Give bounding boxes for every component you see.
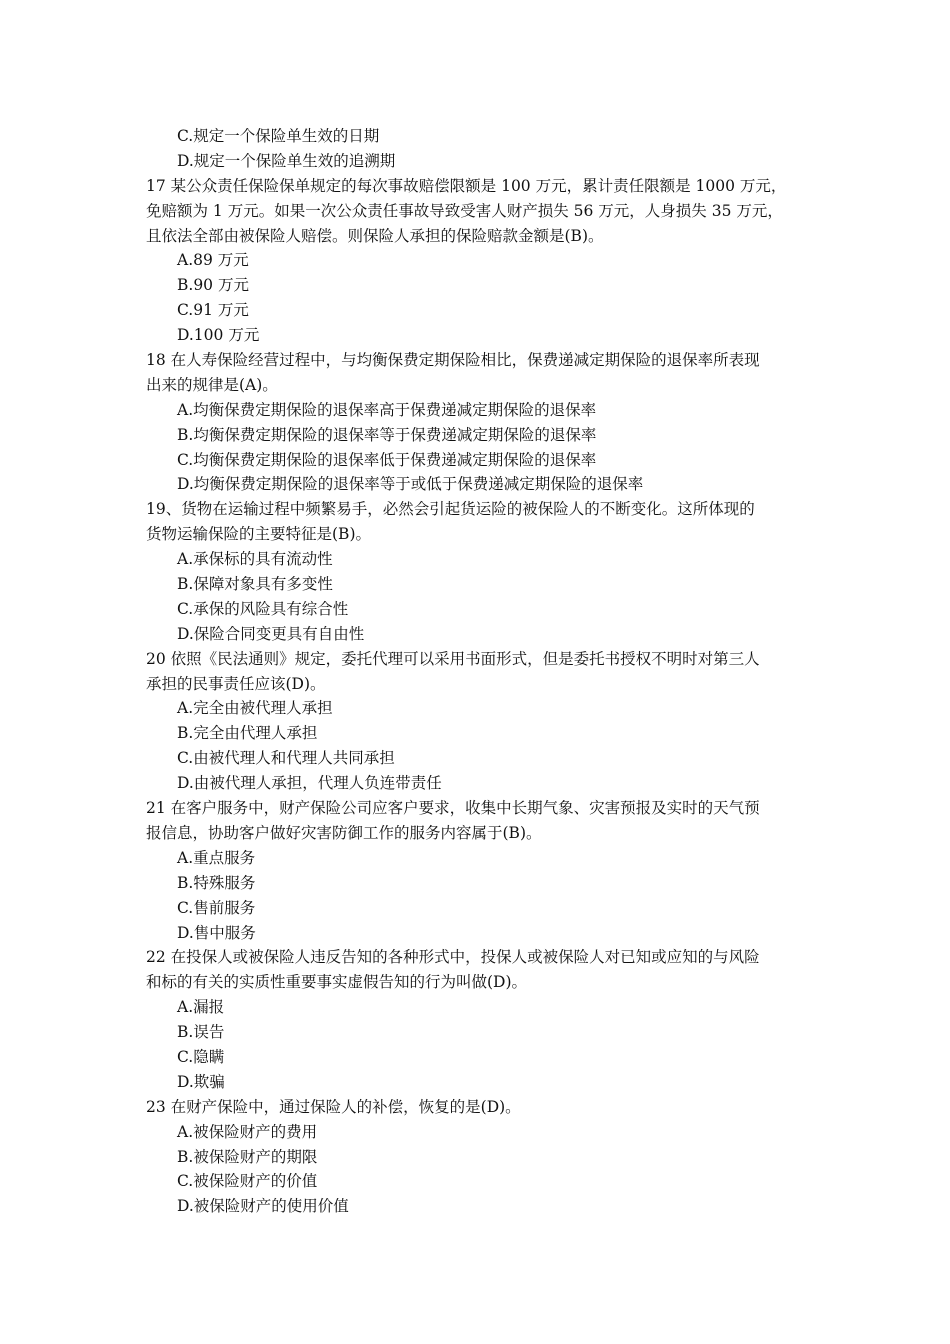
answer-option: A.89 万元 — [177, 251, 249, 270]
answer-option: B.90 万元 — [177, 276, 249, 295]
answer-option: B.完全由代理人承担 — [177, 724, 318, 743]
question-text-line: 承担的民事责任应该(D)。 — [146, 674, 326, 693]
answer-option: A.重点服务 — [177, 848, 256, 867]
answer-option: D.100 万元 — [177, 326, 260, 345]
question-text-line: 货物运输保险的主要特征是(B)。 — [146, 525, 371, 544]
answer-option: A.完全由被代理人承担 — [177, 699, 333, 718]
answer-option: C.均衡保费定期保险的退保率低于保费递减定期保险的退保率 — [177, 450, 597, 469]
answer-option: B.特殊服务 — [177, 873, 256, 892]
answer-option: C.被保险财产的价值 — [177, 1172, 318, 1191]
question-text-line: 17 某公众责任保险保单规定的每次事故赔偿限额是 100 万元，累计责任限额是 1000 万元， — [146, 176, 787, 195]
answer-option: B.保障对象具有多变性 — [177, 575, 333, 594]
answer-option: C.售前服务 — [177, 898, 256, 917]
question-text-line: 免赔额为 1 万元。如果一次公众责任事故导致受害人财产损失 56 万元，人身损失 35 万元， — [146, 201, 783, 220]
answer-option: A.漏报 — [177, 998, 225, 1017]
question-text-line: 23 在财产保险中，通过保险人的补偿，恢复的是(D)。 — [146, 1097, 521, 1116]
answer-option: D.保险合同变更具有自由性 — [177, 624, 365, 643]
answer-option: B.均衡保费定期保险的退保率等于保费递减定期保险的退保率 — [177, 425, 597, 444]
question-text-line: 18 在人寿保险经营过程中，与均衡保费定期保险相比，保费递减定期保险的退保率所表现 — [146, 351, 760, 370]
answer-option: A.被保险财产的费用 — [177, 1122, 318, 1141]
question-text-line: 19、货物在运输过程中频繁易手，必然会引起货运险的被保险人的不断变化。这所体现的 — [146, 500, 755, 519]
question-text-line: 且依法全部由被保险人赔偿。则保险人承担的保险赔款金额是(B)。 — [146, 226, 604, 245]
question-text-line: 21 在客户服务中，财产保险公司应客户要求，收集中长期气象、灾害预报及实时的天气预 — [146, 799, 760, 818]
question-list — [146, 124, 826, 1219]
question-text-line: 报信息，协助客户做好灾害防御工作的服务内容属于(B)。 — [146, 823, 542, 842]
answer-option: C.隐瞒 — [177, 1047, 225, 1066]
question-text-line: 和标的有关的实质性重要事实虚假告知的行为叫做(D)。 — [146, 973, 528, 992]
answer-option: D.均衡保费定期保险的退保率等于或低于保费递减定期保险的退保率 — [177, 475, 644, 494]
answer-option: B.被保险财产的期限 — [177, 1147, 318, 1166]
answer-option: D.由被代理人承担，代理人负连带责任 — [177, 774, 442, 793]
answer-option: C.91 万元 — [177, 301, 249, 320]
answer-option: D.被保险财产的使用价值 — [177, 1197, 349, 1216]
question-text-line: 20 依照《民法通则》规定，委托代理可以采用书面形式，但是委托书授权不明时对第三人 — [146, 649, 760, 668]
answer-option: C.承保的风险具有综合性 — [177, 599, 349, 618]
answer-option: D.规定一个保险单生效的追溯期 — [177, 151, 396, 170]
answer-option: C.规定一个保险单生效的日期 — [177, 127, 380, 145]
answer-option: A.承保标的具有流动性 — [177, 550, 333, 569]
answer-option: A.均衡保费定期保险的退保率高于保费递减定期保险的退保率 — [177, 400, 597, 419]
answer-option: B.误告 — [177, 1023, 225, 1042]
answer-option: D.欺骗 — [177, 1072, 225, 1091]
question-text-line: 22 在投保人或被保险人违反告知的各种形式中，投保人或被保险人对已知或应知的与风险 — [146, 948, 760, 967]
answer-option: D.售中服务 — [177, 923, 256, 942]
answer-option: C.由被代理人和代理人共同承担 — [177, 749, 395, 768]
question-text-line: 出来的规律是(A)。 — [146, 375, 278, 394]
